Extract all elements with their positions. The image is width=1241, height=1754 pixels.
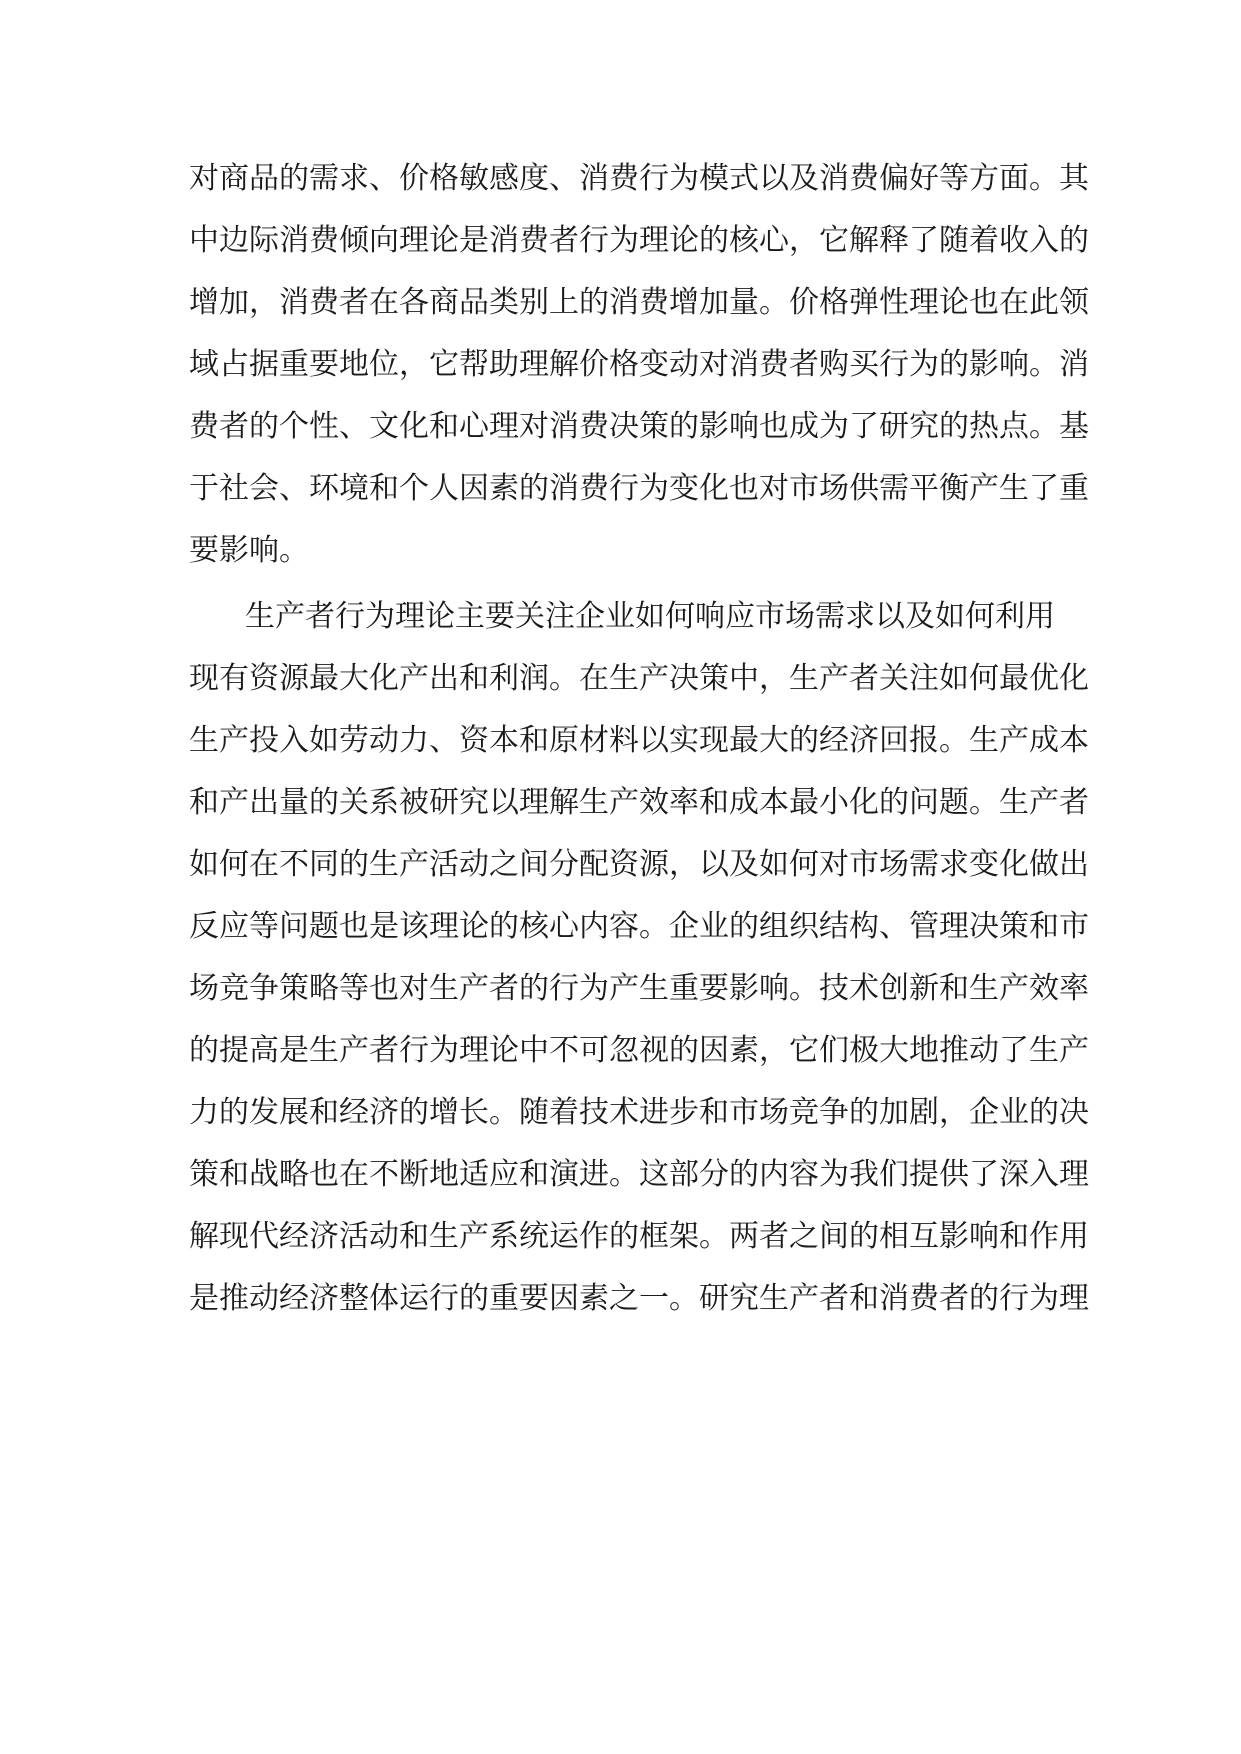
- text-line: 策和战略也在不断地适应和演进。这部分的内容为我们提供了深入理: [189, 1157, 1089, 1192]
- text-line: 和产出量的关系被研究以理解生产效率和成本最小化的问题。生产者: [189, 785, 1089, 820]
- text-line: 于社会、环境和个人因素的消费行为变化也对市场供需平衡产生了重: [189, 471, 1089, 506]
- text-line: 场竞争策略等也对生产者的行为产生重要影响。技术创新和生产效率: [189, 971, 1089, 1006]
- text-line: 生产投入如劳动力、资本和原材料以实现最大的经济回报。生产成本: [189, 723, 1089, 758]
- text-line: 对商品的需求、价格敏感度、消费行为模式以及消费偏好等方面。其: [189, 161, 1089, 196]
- text-line: 是推动经济整体运行的重要因素之一。研究生产者和消费者的行为理: [189, 1281, 1089, 1316]
- text-line: 增加，消费者在各商品类别上的消费增加量。价格弹性理论也在此领: [189, 285, 1089, 320]
- text-line: 现有资源最大化产出和利润。在生产决策中，生产者关注如何最优化: [189, 661, 1089, 696]
- paragraph-producer-behavior: [189, 586, 1089, 1330]
- text-line: 中边际消费倾向理论是消费者行为理论的核心，它解释了随着收入的: [189, 223, 1089, 258]
- text-line: 域占据重要地位，它帮助理解价格变动对消费者购买行为的影响。消: [189, 347, 1089, 382]
- text-line: 力的发展和经济的增长。随着技术进步和市场竞争的加剧，企业的决: [189, 1095, 1089, 1130]
- text-line: 生产者行为理论主要关注企业如何响应市场需求以及如何利用: [245, 599, 1055, 634]
- text-line: 反应等问题也是该理论的核心内容。企业的组织结构、管理决策和市: [189, 909, 1089, 944]
- body-text: [189, 148, 1089, 1330]
- text-line: 如何在不同的生产活动之间分配资源，以及如何对市场需求变化做出: [189, 847, 1089, 882]
- text-line: 解现代经济活动和生产系统运作的框架。两者之间的相互影响和作用: [189, 1219, 1089, 1254]
- text-line: 费者的个性、文化和心理对消费决策的影响也成为了研究的热点。基: [189, 409, 1089, 444]
- paragraph-consumer-behavior: [189, 148, 1089, 582]
- text-line: 的提高是生产者行为理论中不可忽视的因素，它们极大地推动了生产: [189, 1033, 1089, 1068]
- text-line: 要影响。: [189, 533, 309, 568]
